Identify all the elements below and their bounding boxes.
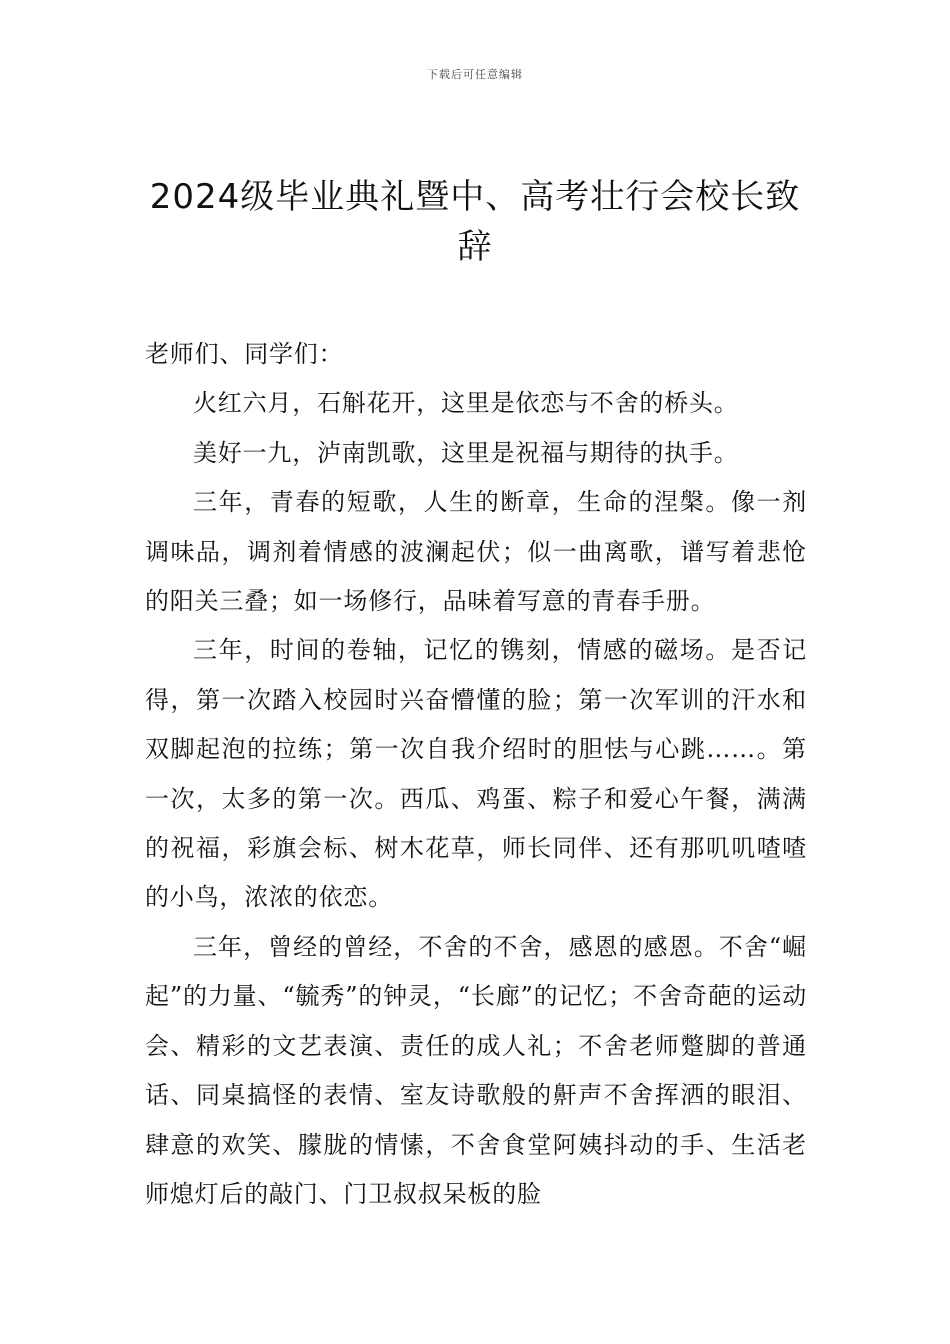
document-body — [145, 330, 807, 1219]
paragraph: 三年，青春的短歌，人生的断章，生命的涅槃。像一剂调味品，调剂着情感的波澜起伏；似一曲离歌，谱写着悲怆的阳关三叠；如一场修行，品味着写意的青春手册。 — [145, 488, 807, 616]
header-note: 下载后可任意编辑 — [427, 68, 523, 81]
paragraph: 火红六月，石斛花开，这里是依恋与不舍的桥头。 — [193, 389, 739, 418]
paragraph: 三年，时间的卷轴，记忆的镌刻，情感的磁场。是否记得，第一次踏入校园时兴奋懵懂的脸；第一次军训的汗水和双脚起泡的拉练；第一次自我介绍时的胆怯与心跳……。第一次，太多的第一次。西瓜、鸡蛋、粽子和爱心午餐，满满的祝福，彩旗会标、树木花草，师长同伴、还有那叽叽喳喳的小鸟，浓浓的依恋。 — [145, 636, 807, 912]
document-title: 2024级毕业典礼暨中、高考壮行会校长致辞 — [149, 177, 801, 267]
paragraph: 美好一九，泸南凯歌，这里是祝福与期待的执手。 — [193, 438, 739, 467]
paragraph: 三年，曾经的曾经，不舍的不舍，感恩的感恩。不舍“崛起”的力量、“毓秀”的钟灵，“长廊”的记忆；不舍奇葩的运动会、精彩的文艺表演、责任的成人礼；不舍老师蹩脚的普通话、同桌搞怪的表情、室友诗歌般的鼾声不舍挥洒的眼泪、肆意的欢笑、朦胧的情愫，不舍食堂阿姨抖动的手、生活老师熄灯后的敲门、门卫叔叔呆板的脸 — [145, 932, 807, 1208]
salutation: 老师们、同学们： — [145, 340, 344, 368]
